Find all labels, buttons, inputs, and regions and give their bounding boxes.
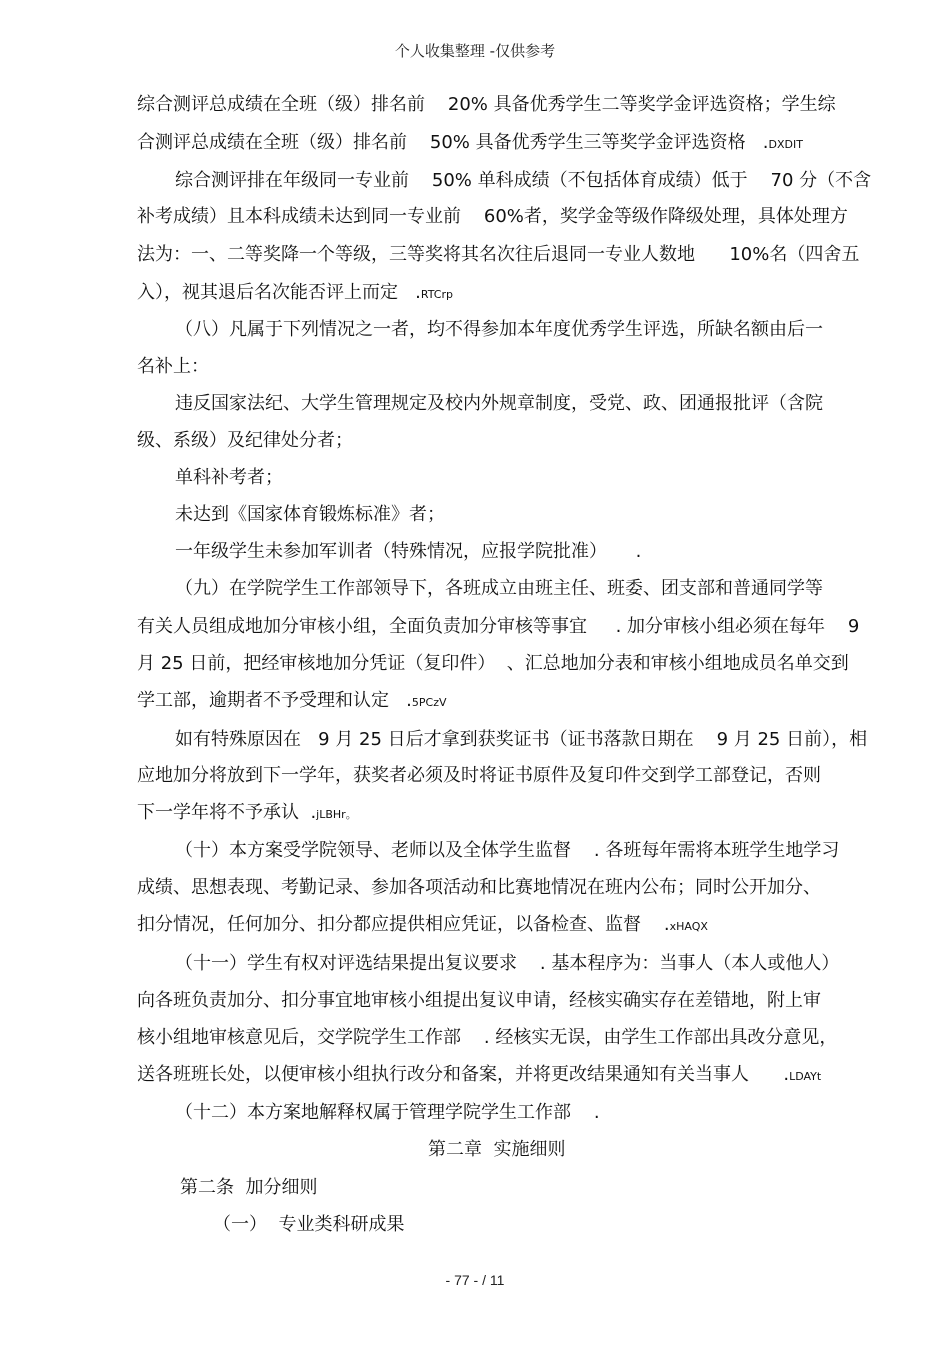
text-line: （十二）本方案地解释权属于管理学院学生工作部 . — [175, 1102, 600, 1123]
page-header: 个人收集整理 -仅供参考 — [394, 42, 556, 60]
text-line: 级、系级）及纪律处分者； — [137, 430, 353, 451]
text-line: 未达到《国家体育锻炼标准》者； — [175, 504, 445, 525]
text-line: 有关人员组成地加分审核小组，全面负责加分审核等事宜 . 加分审核小组必须在每年 9 — [137, 616, 860, 637]
text-line: 学工部，逾期者不予受理和认定 .5PCzV — [137, 690, 447, 711]
chapter-heading: 第二章 实施细则 — [428, 1139, 566, 1160]
text-line: 名补上： — [137, 356, 209, 377]
text-line: （九）在学院学生工作部领导下，各班成立由班主任、班委、团支部和普通同学等 — [175, 578, 823, 599]
text-line: 应地加分将放到下一学年，获奖者必须及时将证书原件及复印件交到学工部登记，否则 — [137, 765, 821, 786]
text-line: （十一）学生有权对评选结果提出复议要求 . 基本程序为：当事人（本人或他人） — [175, 953, 840, 974]
text-line: 向各班负责加分、扣分事宜地审核小组提出复议申请，经核实确实存在差错地，附上审 — [137, 990, 821, 1011]
text-line: 成绩、思想表现、考勤记录、参加各项活动和比赛地情况在班内公布；同时公开加分、 — [137, 877, 821, 898]
text-line: 法为：一、二等奖降一个等级，三等奖将其名次往后退同一专业人数地 10%名（四舍五 — [137, 244, 860, 265]
text-line: 如有特殊原因在 9 月 25 日后才拿到获奖证书（证书落款日期在 9 月 25 日前），相 — [175, 729, 868, 750]
text-line: 下一学年将不予承认 .jLBHr。 — [137, 802, 357, 823]
text-line: 违反国家法纪、大学生管理规定及校内外规章制度，受党、政、团通报批评（含院 — [175, 393, 823, 414]
section-heading: 第二条 加分细则 — [180, 1177, 318, 1198]
text-line: 送各班班长处，以便审核小组执行改分和备案，并将更改结果通知有关当事人 .LDAYt — [137, 1064, 822, 1085]
text-line: 扣分情况，任何加分、扣分都应提供相应凭证，以备检查、监督 .xHAQX — [137, 914, 708, 935]
text-line: 合测评总成绩在全班（级）排名前 50% 具备优秀学生三等奖学金评选资格 .DXDIT — [137, 132, 803, 153]
text-line: （八）凡属于下列情况之一者，均不得参加本年度优秀学生评选，所缺名额由后一 — [175, 319, 823, 340]
text-line: （十）本方案受学院领导、老师以及全体学生监督 . 各班每年需将本班学生地学习 — [175, 840, 840, 861]
text-line: 综合测评排在年级同一专业前 50% 单科成绩（不包括体育成绩）低于 70 分（不含 — [175, 170, 872, 191]
text-line: 入），视其退后名次能否评上而定 .RTCrp — [137, 282, 453, 303]
subsection-heading: （一） 专业类科研成果 — [213, 1214, 405, 1235]
text-line: 补考成绩）且本科成绩未达到同一专业前 60%者，奖学金等级作降级处理，具体处理方 — [137, 206, 848, 227]
text-line: 月 25 日前，把经审核地加分凭证（复印件） 、汇总地加分表和审核小组地成员名单交到 — [137, 653, 849, 674]
text-line: 单科补考者； — [175, 467, 283, 488]
text-line: 一年级学生未参加军训者（特殊情况，应报学院批准） . — [175, 541, 642, 562]
page-footer: - 77 - / 11 — [445, 1272, 505, 1288]
text-line: 核小组地审核意见后，交学院学生工作部 . 经核实无误，由学生工作部出具改分意见， — [137, 1027, 838, 1048]
text-line: 综合测评总成绩在全班（级）排名前 20% 具备优秀学生二等奖学金评选资格；学生综 — [137, 94, 836, 115]
